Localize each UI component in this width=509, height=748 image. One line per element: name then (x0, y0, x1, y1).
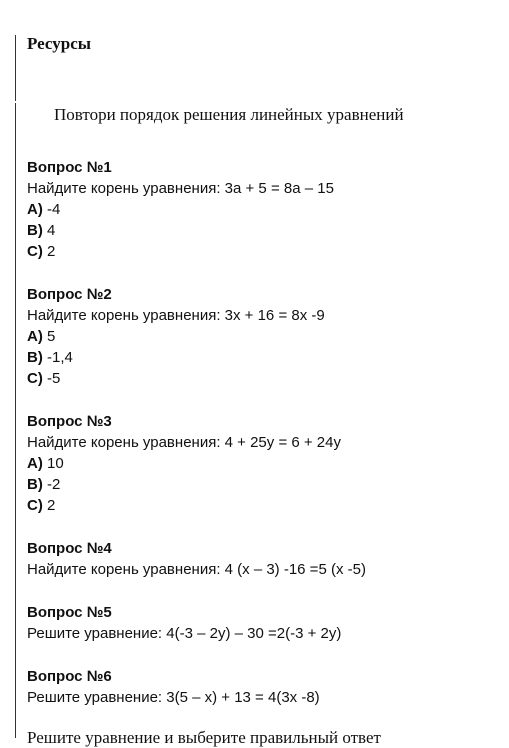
option-letter: A) (27, 201, 43, 218)
question-title: Вопрос №1 (27, 159, 112, 176)
option-letter: A) (27, 455, 43, 472)
question-text: Найдите корень уравнения: 3х + 16 = 8х -9 (27, 307, 325, 324)
option-letter: C) (27, 243, 43, 260)
question-block (27, 284, 497, 389)
answer-option[interactable] (27, 199, 497, 220)
question-text: Найдите корень уравнения: 4 + 25у = 6 + 24у (27, 434, 341, 451)
question-title: Вопрос №3 (27, 413, 112, 430)
question-title: Вопрос №2 (27, 286, 112, 303)
question-block (27, 666, 497, 708)
question-text: Найдите корень уравнения: 3а + 5 = 8а – 15 (27, 180, 334, 197)
option-letter: C) (27, 370, 43, 387)
question-text: Найдите корень уравнения: 4 (х – 3) -16 =5 (х -5) (27, 561, 366, 578)
question-block (27, 157, 497, 262)
option-value: -1,4 (42, 349, 73, 366)
left-border-line (15, 103, 16, 738)
question-block (27, 411, 497, 516)
question-text: Решите уравнение: 4(-3 – 2у) – 30 =2(-3 + 2у) (27, 625, 342, 642)
answer-option[interactable] (27, 453, 497, 474)
cut-off-text: Решите уравнение и выберите правильный ответ (27, 728, 381, 747)
option-value: 10 (42, 455, 64, 472)
question-text: Решите уравнение: 3(5 – х) + 13 = 4(3х -8) (27, 689, 320, 706)
option-value: 2 (42, 497, 56, 514)
question-title: Вопрос №6 (27, 668, 112, 685)
question-block (27, 538, 497, 580)
subtitle: Повтори порядок решения линейных уравнений (54, 105, 404, 124)
answer-option[interactable] (27, 495, 497, 516)
option-value: 2 (42, 243, 56, 260)
answer-option[interactable] (27, 326, 497, 347)
option-letter: A) (27, 328, 43, 345)
resources-title: Ресурсы (27, 34, 92, 53)
option-value: -2 (42, 476, 61, 493)
answer-option[interactable] (27, 220, 497, 241)
answer-option[interactable] (27, 368, 497, 389)
option-value: -5 (42, 370, 61, 387)
answer-option[interactable] (27, 347, 497, 368)
option-letter: B) (27, 349, 43, 366)
question-list (27, 157, 497, 730)
question-title: Вопрос №5 (27, 604, 112, 621)
left-border-line (15, 35, 16, 101)
answer-option[interactable] (27, 241, 497, 262)
option-letter: C) (27, 497, 43, 514)
option-letter: B) (27, 222, 43, 239)
option-value: 5 (42, 328, 56, 345)
question-block (27, 602, 497, 644)
option-value: -4 (42, 201, 61, 218)
option-letter: B) (27, 476, 43, 493)
option-value: 4 (42, 222, 56, 239)
question-title: Вопрос №4 (27, 540, 112, 557)
answer-option[interactable] (27, 474, 497, 495)
